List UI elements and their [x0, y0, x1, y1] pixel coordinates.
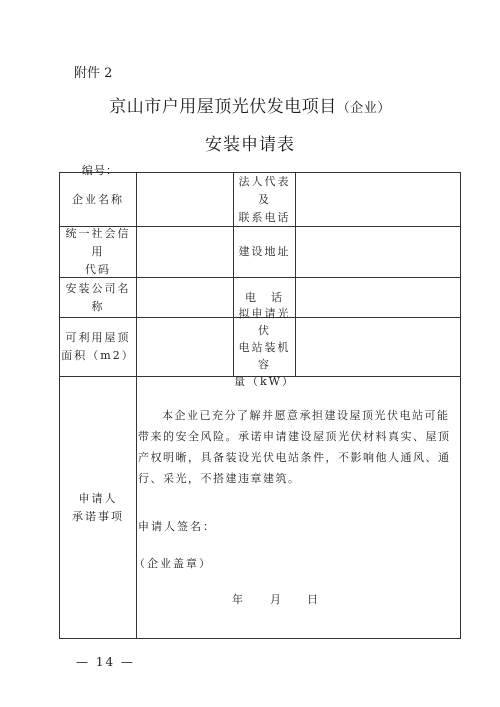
form-title: [0, 92, 500, 117]
form-title-main: 京山市户用屋顶光伏发电项目: [109, 97, 337, 117]
attachment-label: 附件 2: [74, 66, 113, 81]
applicant-commitment-label: 申请人 承诺事项: [72, 491, 124, 523]
capacity-field[interactable]: [296, 318, 460, 376]
date-month-label: 月: [270, 593, 281, 606]
roof-area-label: 可利用屋顶 面积（m2）: [61, 331, 135, 362]
company-name-label: 企业名称: [72, 192, 124, 206]
credit-code-label: 统一社会信用 代码: [65, 227, 131, 276]
install-company-label: 安装公司名称: [65, 281, 131, 313]
commitment-text: 本企业已充分了解并愿意承担建设屋顶光伏电站可能带来的安全风险。承诺申请建设屋顶光伏材料真实、屋顶产权明晰，具备装设光伏电站条件，不影响他人通风、通行、采光，不搭建违章建筑。: [138, 409, 451, 485]
serial-number-label: 编号：: [82, 164, 118, 177]
install-company-field[interactable]: [137, 278, 233, 317]
page-number: — 14 —: [76, 655, 135, 669]
form-title-suffix: （企业）: [336, 101, 391, 116]
capacity-label: 拟申请光伏 电站装机容 量（kW）: [234, 306, 295, 388]
applicant-signature-label: 申请人签名：: [138, 520, 216, 533]
phone-label: 电 话: [245, 290, 284, 304]
company-seal-label: （企业盖章）: [134, 557, 212, 570]
credit-code-field[interactable]: [137, 227, 233, 277]
roof-area-field[interactable]: [137, 318, 233, 376]
legal-rep-label: 法人代表及 联系电话: [238, 174, 291, 224]
company-name-field[interactable]: [137, 173, 233, 226]
date-day-label: 日: [307, 593, 318, 606]
build-address-field[interactable]: [296, 227, 460, 277]
legal-rep-field[interactable]: [296, 173, 460, 226]
form-subtitle: 安装申请表: [205, 135, 295, 155]
date-year-label: 年: [232, 593, 243, 606]
phone-field[interactable]: [296, 278, 460, 317]
build-address-label: 建设地址: [238, 245, 291, 258]
